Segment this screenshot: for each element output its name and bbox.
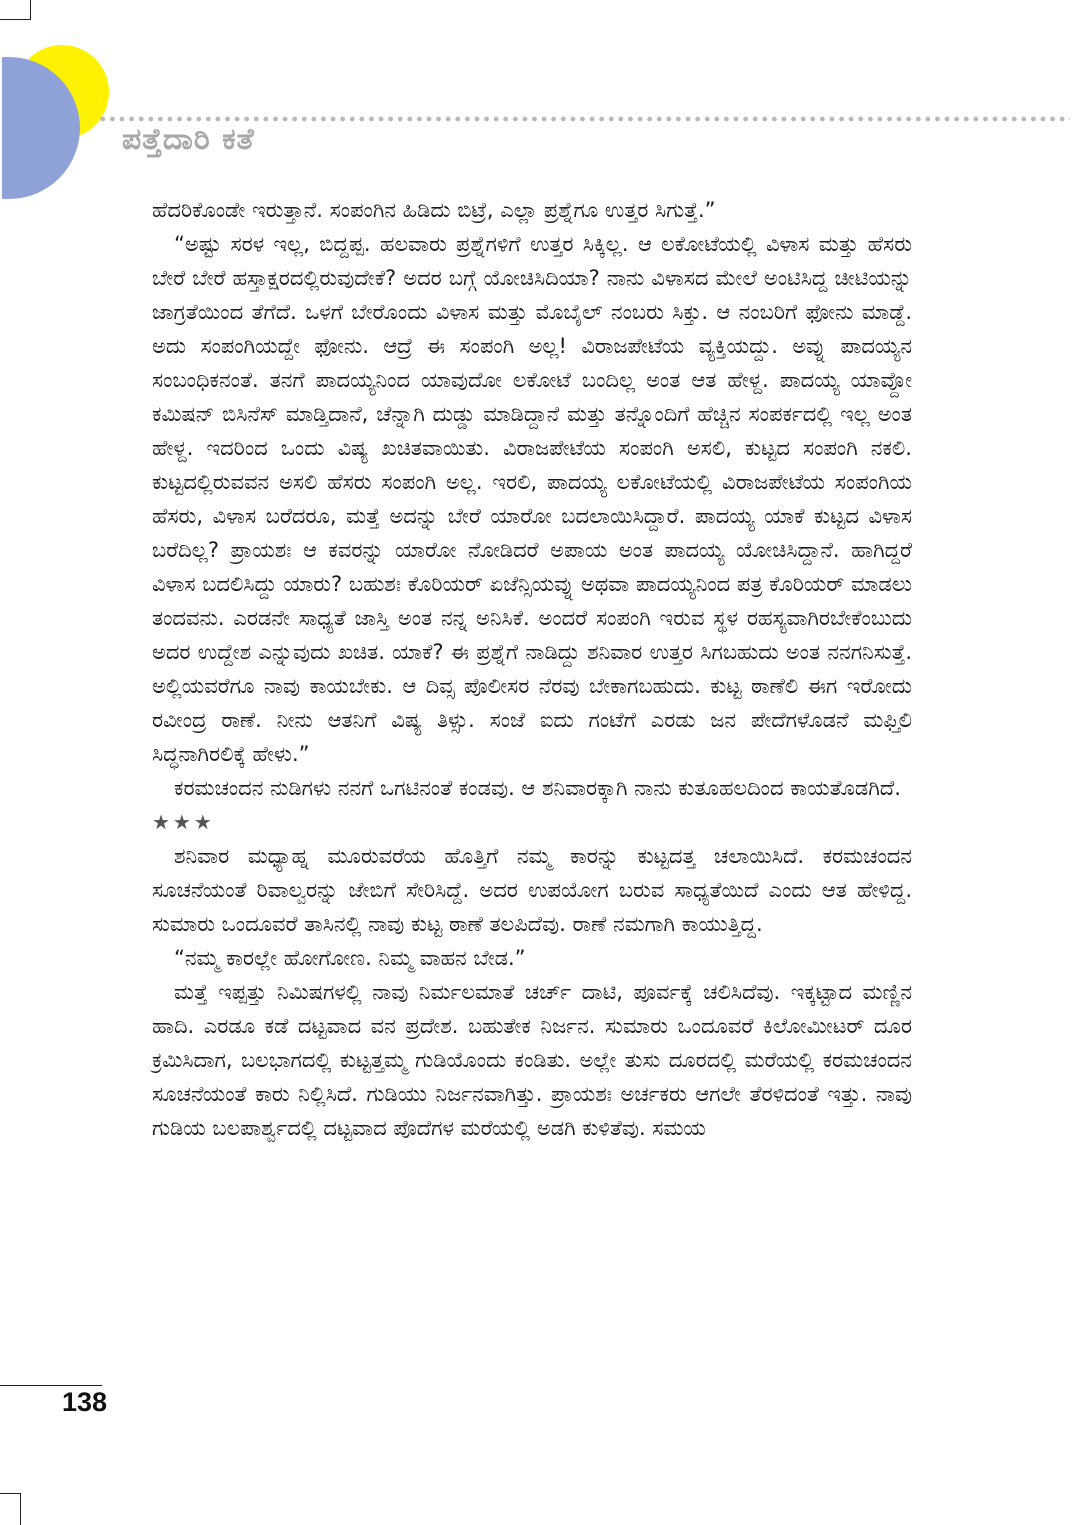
crop-mark-top-left-h [0,19,31,20]
paragraph: “ಅಷ್ಟು ಸರಳ ಇಲ್ಲ, ಬಿದ್ದಪ್ಪ. ಹಲವಾರು ಪ್ರಶ್ನೆಗಳಿಗೆ ಉತ್ತರ ಸಿಕ್ಕಿಲ್ಲ. ಆ ಲಕೋಟೆಯಲ್ಲಿ ವಿಳಾಸ ಮತ್ತು ಹೆಸರು ಬೇರೆ ಬೇರೆ ಹಸ್ತಾಕ್ಷರದಲ್ಲಿರುವುದೇಕೆ? ಅದರ ಬಗ್ಗೆ ಯೋಚಿಸಿದಿಯಾ? ನಾನು ವಿಳಾಸದ ಮೇಲೆ ಅಂಟಿಸಿದ್ದ ಚೀಟಿಯನ್ನು ಜಾಗ್ರತೆಯಿಂದ ತೆಗೆದೆ. ಒಳಗೆ ಬೇರೊಂದು ವಿಳಾಸ ಮತ್ತು ಮೊಬೈಲ್ ನಂಬರು ಸಿಕ್ತು. ಆ ನಂಬರಿಗೆ ಫೋನು ಮಾಡ್ದೆ. ಅದು ಸಂಪಂಗಿಯದ್ದೇ ಫೋನು. ಆದ್ರೆ ಈ ಸಂಪಂಗಿ ಅಲ್ಲ! ವಿರಾಜಪೇಟೆಯ ವ್ಯಕ್ತಿಯದ್ದು. ಅವ್ನು ಪಾದಯ್ಯನ ಸಂಬಂಧಿಕನಂತೆ. ತನಗೆ ಪಾದಯ್ಯನಿಂದ ಯಾವುದೋ ಲಕೋಟೆ ಬಂದಿಲ್ಲ ಅಂತ ಆತ ಹೇಳ್ದ. ಪಾದಯ್ಯ ಯಾವ್ದೋ ಕಮಿಷನ್ ಬಿಸಿನೆಸ್ ಮಾಡ್ತಿದಾನೆ, ಚೆನ್ನಾಗಿ ದುಡ್ಡು ಮಾಡಿದ್ದಾನೆ ಮತ್ತು ತನ್ನೊಂದಿಗೆ ಹೆಚ್ಚಿನ ಸಂಪರ್ಕದಲ್ಲಿ ಇಲ್ಲ ಅಂತ ಹೇಳ್ದ. ಇದರಿಂದ ಒಂದು ವಿಷ್ಯ ಖಚಿತವಾಯಿತು. ವಿರಾಜಪೇಟೆಯ ಸಂಪಂಗಿ ಅಸಲಿ, ಕುಟ್ಟದ ಸಂಪಂಗಿ ನಕಲಿ. ಕುಟ್ಟದಲ್ಲಿರುವವನ ಅಸಲಿ ಹೆಸರು ಸಂಪಂಗಿ ಅಲ್ಲ. ಇರಲಿ, ಪಾದಯ್ಯ ಲಕೋಟೆಯಲ್ಲಿ ವಿರಾಜಪೇಟೆಯ ಸಂಪಂಗಿಯ ಹೆಸರು, ವಿಳಾಸ ಬರೆದರೂ, ಮತ್ತೆ ಅದನ್ನು ಬೇರೆ ಯಾರೋ ಬದಲಾಯಿಸಿದ್ದಾರೆ. ಪಾದಯ್ಯ ಯಾಕೆ ಕುಟ್ಟದ ವಿಳಾಸ ಬರೆದಿಲ್ಲ? ಪ್ರಾಯಶಃ ಆ ಕವರನ್ನು ಯಾರೋ ನೋಡಿದರೆ ಅಪಾಯ ಅಂತ ಪಾದಯ್ಯ ಯೋಚಿಸಿದ್ದಾನೆ. ಹಾಗಿದ್ದರೆ ವಿಳಾಸ ಬದಲಿಸಿದ್ದು ಯಾರು? ಬಹುಶಃ ಕೊರಿಯರ್ ಏಜೆನ್ಸಿಯವ್ನು ಅಥವಾ ಪಾದಯ್ಯನಿಂದ ಪತ್ರ ಕೊರಿಯರ್ ಮಾಡಲು ತಂದವನು. ಎರಡನೇ ಸಾಧ್ಯತೆ ಜಾಸ್ತಿ ಅಂತ ನನ್ನ ಅನಿಸಿಕೆ. ಅಂದರೆ ಸಂಪಂಗಿ ಇರುವ ಸ್ಥಳ ರಹಸ್ಯವಾಗಿರಬೇಕೆಂಬುದು ಅದರ ಉದ್ದೇಶ ಎನ್ನುವುದು ಖಚಿತ. ಯಾಕೆ? ಈ ಪ್ರಶ್ನೆಗೆ ನಾಡಿದ್ದು ಶನಿವಾರ ಉತ್ತರ ಸಿಗಬಹುದು ಅಂತ ನನಗನಿಸುತ್ತೆ. ಅಲ್ಲಿಯವರೆಗೂ ನಾವು ಕಾಯಬೇಕು. ಆ ದಿವ್ಸ ಪೊಲೀಸರ ನೆರವು ಬೇಕಾಗಬಹುದು. ಕುಟ್ಟ ಠಾಣೆಲಿ ಈಗ ಇರೋದು ರವೀಂದ್ರ ರಾಣೆ. ನೀನು ಆತನಿಗೆ ವಿಷ್ಯ ತಿಳ್ಸು. ಸಂಜೆ ಐದು ಗಂಟೆಗೆ ಎರಡು ಜನ ಪೇದೆಗಳೊಡನೆ ಮಫ್ತಿಲಿ ಸಿದ್ಧನಾಗಿರಲಿಕ್ಕೆ ಹೇಳು.” [152,232,912,766]
crop-mark-bottom-left-h [0,1493,21,1494]
section-separator: ★★★ [152,810,215,834]
paragraph: ಹೆದರಿಕೊಂಡೇ ಇರುತ್ತಾನೆ. ಸಂಪಂಗಿನ ಹಿಡಿದು ಬಿಟ್ರೆ, ಎಲ್ಲಾ ಪ್ರಶ್ನೆಗೂ ಉತ್ತರ ಸಿಗುತ್ತೆ.” [152,198,716,222]
page-number: 138 [62,1387,108,1417]
story-text [152,193,912,1145]
crop-mark-top-left [30,0,31,20]
paragraph: ಶನಿವಾರ ಮಧ್ಯಾಹ್ನ ಮೂರುವರೆಯ ಹೊತ್ತಿಗೆ ನಮ್ಮ ಕಾರನ್ನು ಕುಟ್ಟದತ್ತ ಚಲಾಯಿಸಿದೆ. ಕರಮಚಂದನ ಸೂಚನೆಯಂತೆ ರಿವಾಲ್ವರನ್ನು ಜೇಬಿಗೆ ಸೇರಿಸಿದ್ದೆ. ಅದರ ಉಪಯೋಗ ಬರುವ ಸಾಧ್ಯತೆಯಿದೆ ಎಂದು ಆತ ಹೇಳಿದ್ದ. ಸುಮಾರು ಒಂದೂವರೆ ತಾಸಿನಲ್ಲಿ ನಾವು ಕುಟ್ಟ ಠಾಣೆ ತಲಪಿದೆವು. ರಾಣೆ ನಮಗಾಗಿ ಕಾಯುತ್ತಿದ್ದ. [152,844,912,936]
crop-mark-bottom-left [20,1493,21,1525]
page-number-rule [0,1385,102,1386]
paragraph: “ನಮ್ಮ ಕಾರಲ್ಲೇ ಹೋಗೋಣ. ನಿಮ್ಮ ವಾಹನ ಬೇಡ.” [174,946,526,970]
section-header-title: ಪತ್ತೆದಾರಿ ಕತೆ [122,122,255,157]
paragraph: ಕರಮಚಂದನ ನುಡಿಗಳು ನನಗೆ ಒಗಟಿನಂತೆ ಕಂಡವು. ಆ ಶನಿವಾರಕ್ಕಾಗಿ ನಾನು ಕುತೂಹಲದಿಂದ ಕಾಯತೊಡಗಿದೆ. [174,776,901,800]
paragraph: ಮತ್ತೆ ಇಪ್ಪತ್ತು ನಿಮಿಷಗಳಲ್ಲಿ ನಾವು ನಿರ್ಮಲಮಾತೆ ಚರ್ಚ್ ದಾಟಿ, ಪೂರ್ವಕ್ಕೆ ಚಲಿಸಿದೆವು. ಇಕ್ಕಟ್ಟಾದ ಮಣ್ಣಿನ ಹಾದಿ. ಎರಡೂ ಕಡೆ ದಟ್ಟವಾದ ವನ ಪ್ರದೇಶ. ಬಹುತೇಕ ನಿರ್ಜನ. ಸುಮಾರು ಒಂದೂವರೆ ಕಿಲೋಮೀಟರ್ ದೂರ ಕ್ರಮಿಸಿದಾಗ, ಬಲಭಾಗದಲ್ಲಿ ಕುಟ್ಟತ್ತಮ್ಮ ಗುಡಿಯೊಂದು ಕಂಡಿತು. ಅಲ್ಲೇ ತುಸು ದೂರದಲ್ಲಿ ಮರೆಯಲ್ಲಿ ಕರಮಚಂದನ ಸೂಚನೆಯಂತೆ ಕಾರು ನಿಲ್ಲಿಸಿದೆ. ಗುಡಿಯು ನಿರ್ಜನವಾಗಿತ್ತು. ಪ್ರಾಯಶಃ ಅರ್ಚಕರು ಆಗಲೇ ತೆರಳಿದಂತೆ ಇತ್ತು. ನಾವು ಗುಡಿಯ ಬಲಪಾರ್ಶ್ವದಲ್ಲಿ ದಟ್ಟವಾದ ಪೊದೆಗಳ ಮರೆಯಲ್ಲಿ ಅಡಗಿ ಕುಳಿತೆವು. ಸಮಯ [152,980,912,1140]
